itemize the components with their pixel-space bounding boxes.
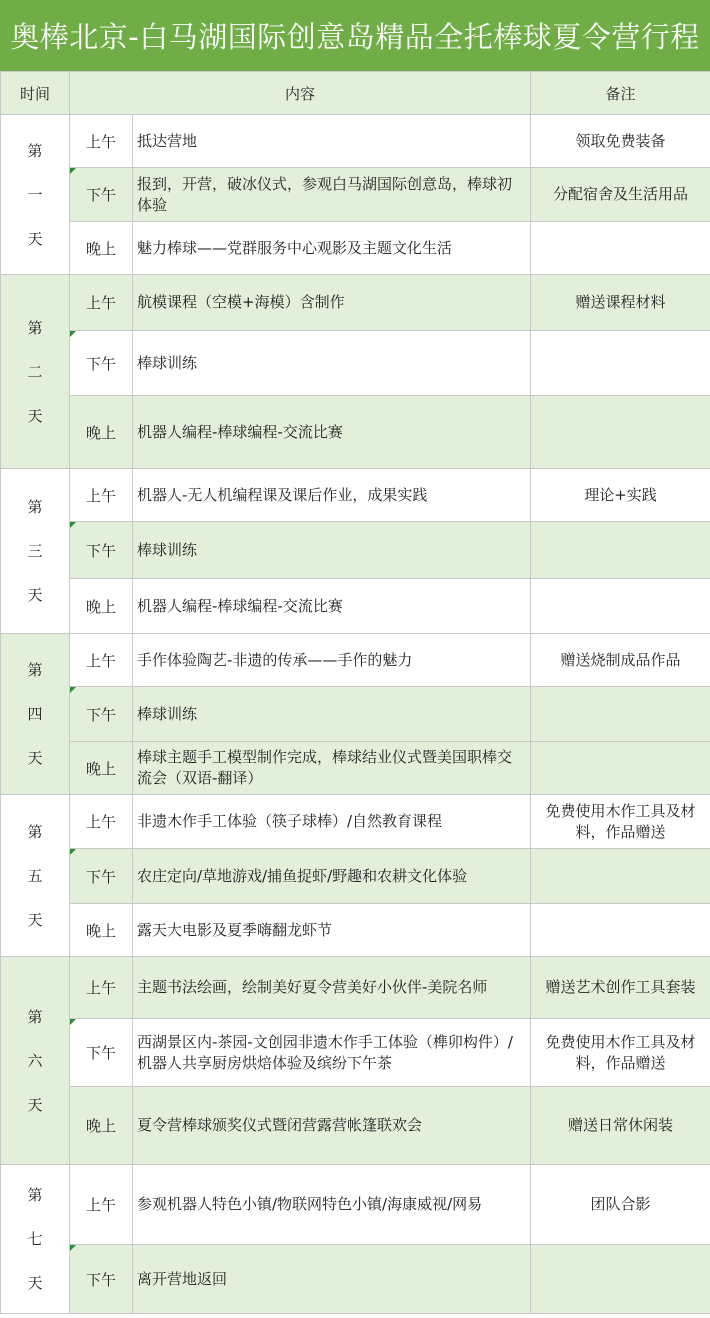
activity-content: 机器人编程-棒球编程-交流比赛 xyxy=(133,579,531,634)
day-label-char: 第 xyxy=(27,661,43,679)
activity-note xyxy=(531,222,710,275)
activity-note xyxy=(531,687,710,742)
activity-note: 理论+实践 xyxy=(531,469,710,522)
time-cell xyxy=(70,742,133,795)
schedule-row xyxy=(1,849,710,904)
time-cell xyxy=(70,275,133,331)
time-cell xyxy=(70,115,133,168)
time-cell xyxy=(70,634,133,687)
day-label-char: 一 xyxy=(27,185,43,204)
day-label-char: 第 xyxy=(27,1007,43,1026)
activity-content: 露天大电影及夏季嗨翻龙虾节 xyxy=(133,904,531,957)
schedule-table xyxy=(0,71,710,1314)
day-label-char: 天 xyxy=(27,1095,43,1114)
time-cell xyxy=(70,904,133,957)
schedule-row xyxy=(1,687,710,742)
time-cell xyxy=(70,795,133,849)
time-cell xyxy=(70,168,133,222)
schedule-row xyxy=(1,1087,710,1165)
day-label-char: 五 xyxy=(27,866,43,885)
activity-content: 航模课程（空模+海模）含制作 xyxy=(133,275,531,331)
activity-note xyxy=(531,742,710,795)
time-cell xyxy=(70,1087,133,1165)
schedule-title: 奥棒北京-白马湖国际创意岛精品全托棒球夏令营行程 xyxy=(0,0,710,71)
activity-note: 团队合影 xyxy=(531,1165,710,1245)
schedule-row xyxy=(1,522,710,579)
day-label-char: 天 xyxy=(27,910,43,929)
time-cell xyxy=(70,396,133,469)
activity-note xyxy=(531,579,710,634)
time-cell xyxy=(70,957,133,1019)
schedule-row xyxy=(1,795,710,849)
cell-comment-marker xyxy=(70,522,76,528)
time-label: 上午 xyxy=(85,294,116,312)
activity-content: 抵达营地 xyxy=(133,115,531,168)
schedule-row xyxy=(1,469,710,522)
schedule-row xyxy=(1,1245,710,1314)
day-label-char: 天 xyxy=(27,406,43,425)
time-cell xyxy=(70,579,133,634)
activity-content: 机器人编程-棒球编程-交流比赛 xyxy=(133,396,531,469)
activity-note: 赠送艺术创作工具套装 xyxy=(531,957,710,1019)
activity-note xyxy=(531,849,710,904)
cell-comment-marker xyxy=(70,168,76,174)
activity-content: 夏令营棒球颁奖仪式暨闭营露营帐篷联欢会 xyxy=(133,1087,531,1165)
time-label: 下午 xyxy=(85,541,116,560)
cell-comment-marker xyxy=(70,331,76,337)
activity-content: 报到，开营，破冰仪式，参观白马湖国际创意岛，棒球初体验 xyxy=(133,168,531,222)
activity-note: 免费使用木作工具及材料，作品赠送 xyxy=(531,795,710,849)
time-label: 上午 xyxy=(85,1196,116,1214)
day-label-char: 七 xyxy=(27,1230,43,1248)
activity-note: 分配宿舍及生活用品 xyxy=(531,168,710,222)
activity-content: 魅力棒球——党群服务中心观影及主题文化生活 xyxy=(133,222,531,275)
schedule-row xyxy=(1,222,710,275)
time-label: 晚上 xyxy=(85,1117,116,1135)
activity-content: 非遗木作手工体验（筷子球棒）/自然教育课程 xyxy=(133,795,531,849)
schedule-row xyxy=(1,957,710,1019)
schedule-row xyxy=(1,742,710,795)
day-label-char: 天 xyxy=(27,586,43,604)
day-label xyxy=(1,634,70,795)
day-label-char: 第 xyxy=(27,318,43,337)
activity-note xyxy=(531,396,710,469)
time-cell xyxy=(70,1165,133,1245)
day-label xyxy=(1,957,70,1165)
schedule-row xyxy=(1,396,710,469)
activity-content: 西湖景区内-茶园-文创园非遗木作手工体验（榫卯构件）/机器人共享厨房烘焙体验及缤纷下午茶 xyxy=(133,1019,531,1087)
day-label-char: 天 xyxy=(27,1274,43,1292)
day-label xyxy=(1,1165,70,1314)
schedule-row xyxy=(1,634,710,687)
day-label-char: 第 xyxy=(27,822,43,841)
cell-comment-marker xyxy=(70,849,76,855)
day-label xyxy=(1,469,70,634)
day-label-char: 第 xyxy=(27,141,43,160)
activity-content: 参观机器人特色小镇/物联网特色小镇/海康威视/网易 xyxy=(133,1165,531,1245)
time-label: 晚上 xyxy=(85,239,116,258)
schedule-row xyxy=(1,275,710,331)
header-note: 备注 xyxy=(531,72,710,115)
header-time: 时间 xyxy=(1,72,70,115)
activity-content: 棒球训练 xyxy=(133,331,531,396)
day-label-char: 六 xyxy=(27,1051,43,1070)
day-label-char: 二 xyxy=(27,362,43,381)
time-label: 下午 xyxy=(85,186,116,204)
activity-content: 棒球训练 xyxy=(133,522,531,579)
time-label: 下午 xyxy=(85,354,116,373)
activity-note: 赠送日常休闲装 xyxy=(531,1087,710,1165)
time-label: 晚上 xyxy=(85,921,116,940)
time-cell xyxy=(70,687,133,742)
schedule-row xyxy=(1,115,710,168)
time-cell xyxy=(70,222,133,275)
header-content: 内容 xyxy=(70,72,531,115)
schedule-row xyxy=(1,904,710,957)
time-label: 晚上 xyxy=(85,597,116,616)
time-label: 下午 xyxy=(85,1270,116,1289)
time-label: 下午 xyxy=(85,705,116,724)
activity-note xyxy=(531,331,710,396)
day-label-char: 第 xyxy=(27,498,43,516)
time-cell xyxy=(70,849,133,904)
time-label: 下午 xyxy=(85,1044,116,1062)
day-label-char: 天 xyxy=(27,749,43,767)
time-label: 晚上 xyxy=(85,423,116,442)
schedule-row xyxy=(1,331,710,396)
day-label-char: 天 xyxy=(27,229,43,248)
time-label: 上午 xyxy=(85,813,116,831)
cell-comment-marker xyxy=(70,1019,76,1025)
time-cell xyxy=(70,1019,133,1087)
time-label: 上午 xyxy=(85,651,116,670)
schedule-row xyxy=(1,1165,710,1245)
activity-note: 免费使用木作工具及材料，作品赠送 xyxy=(531,1019,710,1087)
day-label-char: 四 xyxy=(27,705,43,723)
time-cell xyxy=(70,522,133,579)
activity-content: 农庄定向/草地游戏/捕鱼捉虾/野趣和农耕文化体验 xyxy=(133,849,531,904)
activity-content: 棒球主题手工模型制作完成，棒球结业仪式暨美国职棒交流会（双语-翻译） xyxy=(133,742,531,795)
time-label: 晚上 xyxy=(85,759,116,778)
day-label xyxy=(1,275,70,469)
activity-note: 赠送课程材料 xyxy=(531,275,710,331)
time-label: 上午 xyxy=(85,979,116,997)
activity-note xyxy=(531,904,710,957)
schedule-row xyxy=(1,579,710,634)
activity-content: 机器人-无人机编程课及课后作业，成果实践 xyxy=(133,469,531,522)
activity-content: 主题书法绘画，绘制美好夏令营美好小伙伴-美院名师 xyxy=(133,957,531,1019)
activity-content: 手作体验陶艺-非遗的传承——手作的魅力 xyxy=(133,634,531,687)
time-cell xyxy=(70,469,133,522)
time-cell xyxy=(70,331,133,396)
schedule-row xyxy=(1,1019,710,1087)
day-label xyxy=(1,795,70,957)
day-label-char: 三 xyxy=(27,542,43,560)
activity-note xyxy=(531,522,710,579)
time-cell xyxy=(70,1245,133,1314)
time-label: 上午 xyxy=(85,132,116,151)
cell-comment-marker xyxy=(70,687,76,693)
activity-note: 赠送烧制成品作品 xyxy=(531,634,710,687)
activity-content: 棒球训练 xyxy=(133,687,531,742)
day-label-char: 第 xyxy=(27,1186,43,1204)
activity-note: 领取免费装备 xyxy=(531,115,710,168)
activity-note xyxy=(531,1245,710,1314)
cell-comment-marker xyxy=(70,1245,76,1251)
schedule-row xyxy=(1,168,710,222)
time-label: 下午 xyxy=(85,867,116,886)
header-row xyxy=(1,72,710,115)
day-label xyxy=(1,115,70,275)
activity-content: 离开营地返回 xyxy=(133,1245,531,1314)
time-label: 上午 xyxy=(85,486,116,505)
